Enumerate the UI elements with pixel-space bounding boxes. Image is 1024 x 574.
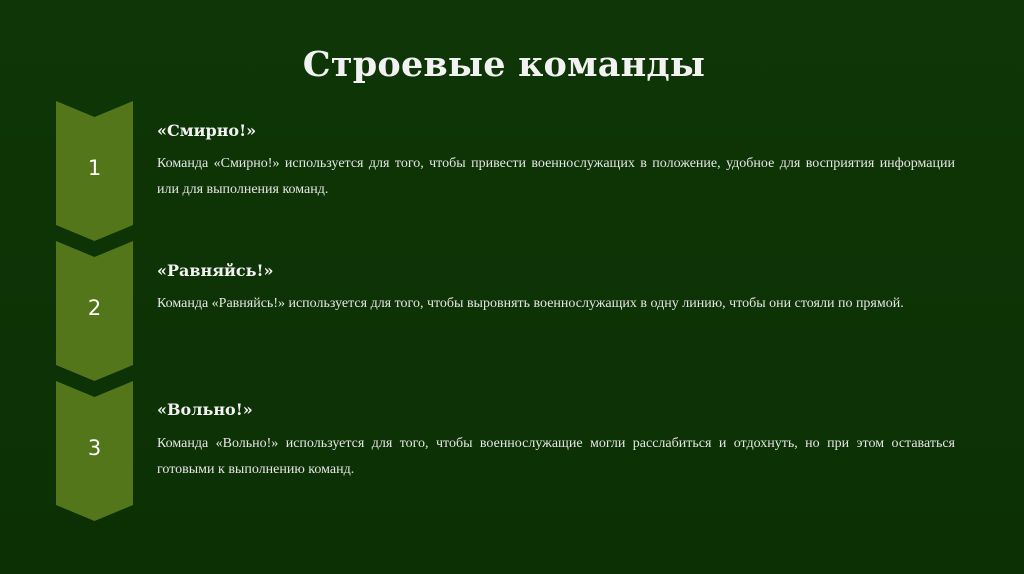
step-number-2: 2 [87, 296, 102, 320]
step-chevron-2 [56, 241, 133, 381]
slide-title: Строевые команды [302, 44, 706, 85]
item-heading-3: «Вольно!» [157, 400, 253, 419]
step-chevron-3 [56, 381, 133, 521]
step-number-1: 1 [87, 156, 102, 180]
item-heading-1: «Смирно!» [157, 121, 257, 140]
item-description-1: Команда «Смирно!» используется для того, чтобы привести военнослужащих в положение, удобное для восприятия информации или для выполнения команд. [157, 156, 955, 197]
item-heading-2: «Равняйсь!» [157, 261, 274, 280]
item-description-2: Команда «Равняйсь!» используется для того, чтобы выровнять военнослужащих в одну линию, чтобы они стояли по прямой. [157, 296, 904, 311]
step-chevron-1 [56, 101, 133, 241]
item-description-3: Команда «Вольно!» используется для того, чтобы военнослужащие могли расслабиться и отдохнуть, но при этом оставаться готовыми к выполнению команд. [157, 436, 955, 477]
step-number-3: 3 [87, 436, 102, 460]
